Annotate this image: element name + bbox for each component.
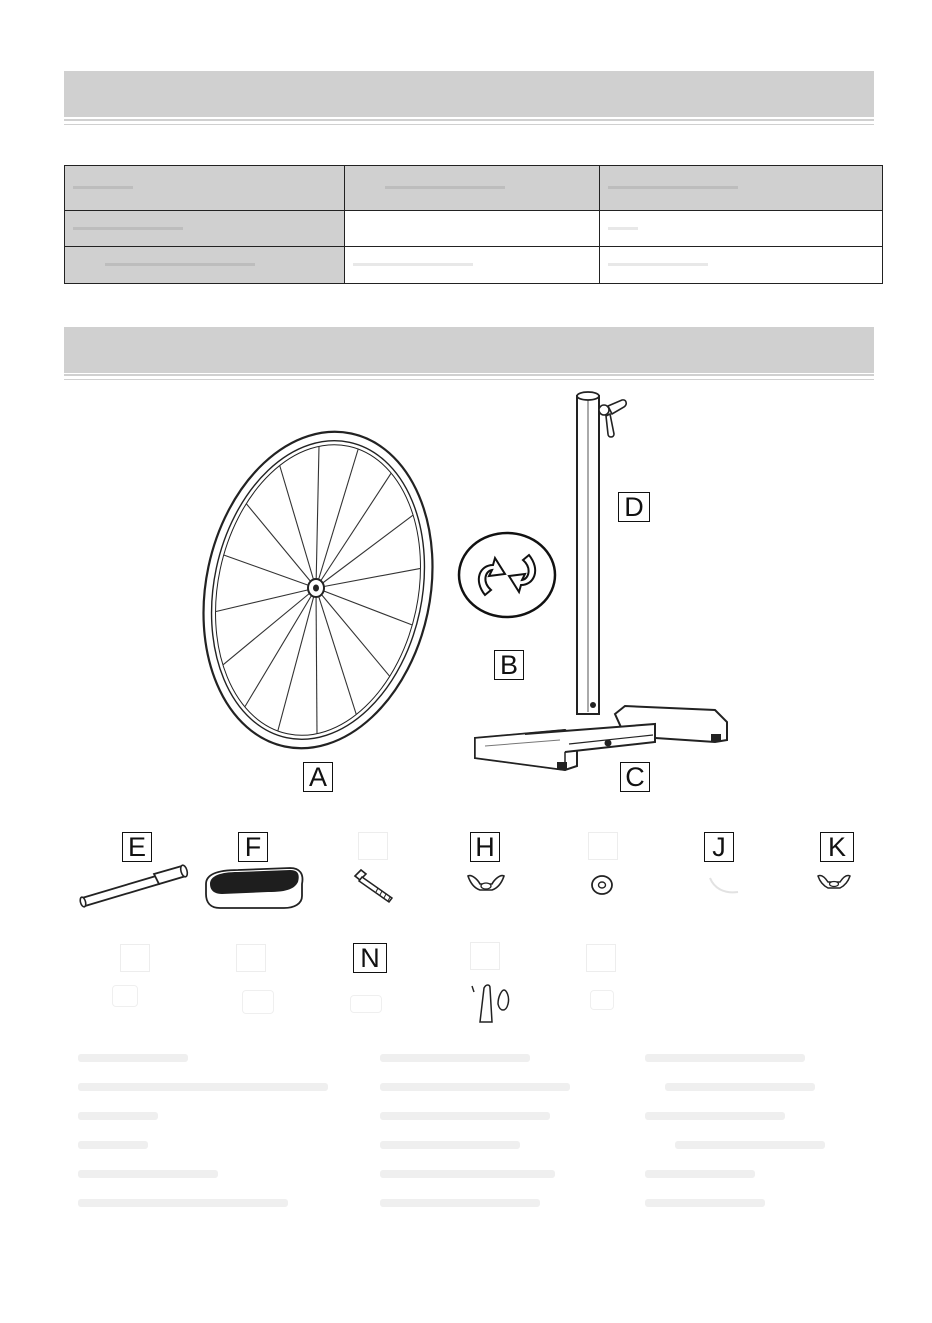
foam-pad-illustration [198,862,308,914]
part-label-c: C [620,762,650,792]
specification-table [64,165,883,284]
part-label-d: D [618,492,650,522]
part-label-n: N [353,943,387,973]
part-label-a: A [303,762,333,792]
legend-item-faded [380,1073,580,1102]
part-label-faded [588,832,618,860]
wheel-spoke [316,473,391,588]
section-divider [64,119,874,121]
part-label-j: J [704,832,734,862]
parts-legend-column-3 [645,1044,835,1218]
legend-item-faded [380,1131,580,1160]
part-illustration-faded [242,990,274,1014]
wheel-spoke [316,446,319,588]
wheel-spoke [316,588,317,734]
part-illustration-faded [590,990,614,1010]
wheel-spoke [316,568,421,588]
section-header-parts [64,327,874,373]
legend-item-faded [645,1073,835,1102]
base-stand-illustration [465,700,735,780]
rotate-arrows-icon [455,530,559,620]
legend-item-faded [380,1044,580,1073]
part-label-k: K [820,832,854,862]
table-cell [345,166,600,211]
table-cell [600,166,883,211]
parts-legend-column-2 [380,1044,580,1218]
parts-legend-column-1 [78,1044,338,1218]
legend-item-faded [380,1160,580,1189]
table-cell [600,247,883,284]
wheel-spoke [316,588,356,715]
part-label-f: F [238,832,268,862]
wheel-spoke [316,588,390,676]
legend-item-faded [645,1160,835,1189]
wing-nut-small-illustration [816,872,852,894]
table-cell [65,247,345,284]
wing-nut-illustration [466,872,506,896]
legend-item-faded [380,1102,580,1131]
section-header-specifications [64,71,874,117]
legend-item-faded [645,1131,835,1160]
table-row [65,166,883,211]
table-row [65,211,883,247]
legend-item-faded [78,1131,338,1160]
legend-item-faded [78,1073,338,1102]
legend-item-faded [380,1189,580,1218]
wheel-spoke [280,466,316,589]
wheel-spoke [316,449,358,588]
legend-item-faded [645,1044,835,1073]
table-cell [65,166,345,211]
part-label-e: E [122,832,152,862]
wheel-spoke [316,588,412,625]
wheel-spoke [278,588,316,731]
washer-illustration [590,874,614,896]
part-illustration-faded [112,985,138,1007]
wheel-spoke [316,515,413,588]
wheel-spoke [245,588,316,707]
part-label-b: B [494,650,524,680]
section-divider [64,374,874,376]
table-cell [600,211,883,247]
bolt-illustration [352,866,402,906]
table-cell [345,247,600,284]
part-label-faded [358,832,388,860]
part-label-faded [236,944,266,972]
table-cell [65,211,345,247]
legend-item-faded [78,1102,338,1131]
tire-lever-illustration [468,982,518,1026]
legend-item-faded [78,1160,338,1189]
table-cell [345,211,600,247]
legend-item-faded [78,1189,338,1218]
legend-item-faded [78,1044,338,1073]
wheel-illustration [190,420,450,760]
part-label-h: H [470,832,500,862]
part-label-faded [586,944,616,972]
table-row [65,247,883,284]
part-label-faded [470,942,500,970]
axle-rod-illustration [78,862,193,912]
wheel-spoke [223,588,316,665]
legend-item-faded [645,1189,835,1218]
part-label-faded [120,944,150,972]
section-divider [64,124,874,125]
upright-post-illustration [570,390,640,720]
section-divider [64,379,874,380]
clip-illustration [704,872,744,900]
part-illustration-faded [350,995,382,1013]
legend-item-faded [645,1102,835,1131]
